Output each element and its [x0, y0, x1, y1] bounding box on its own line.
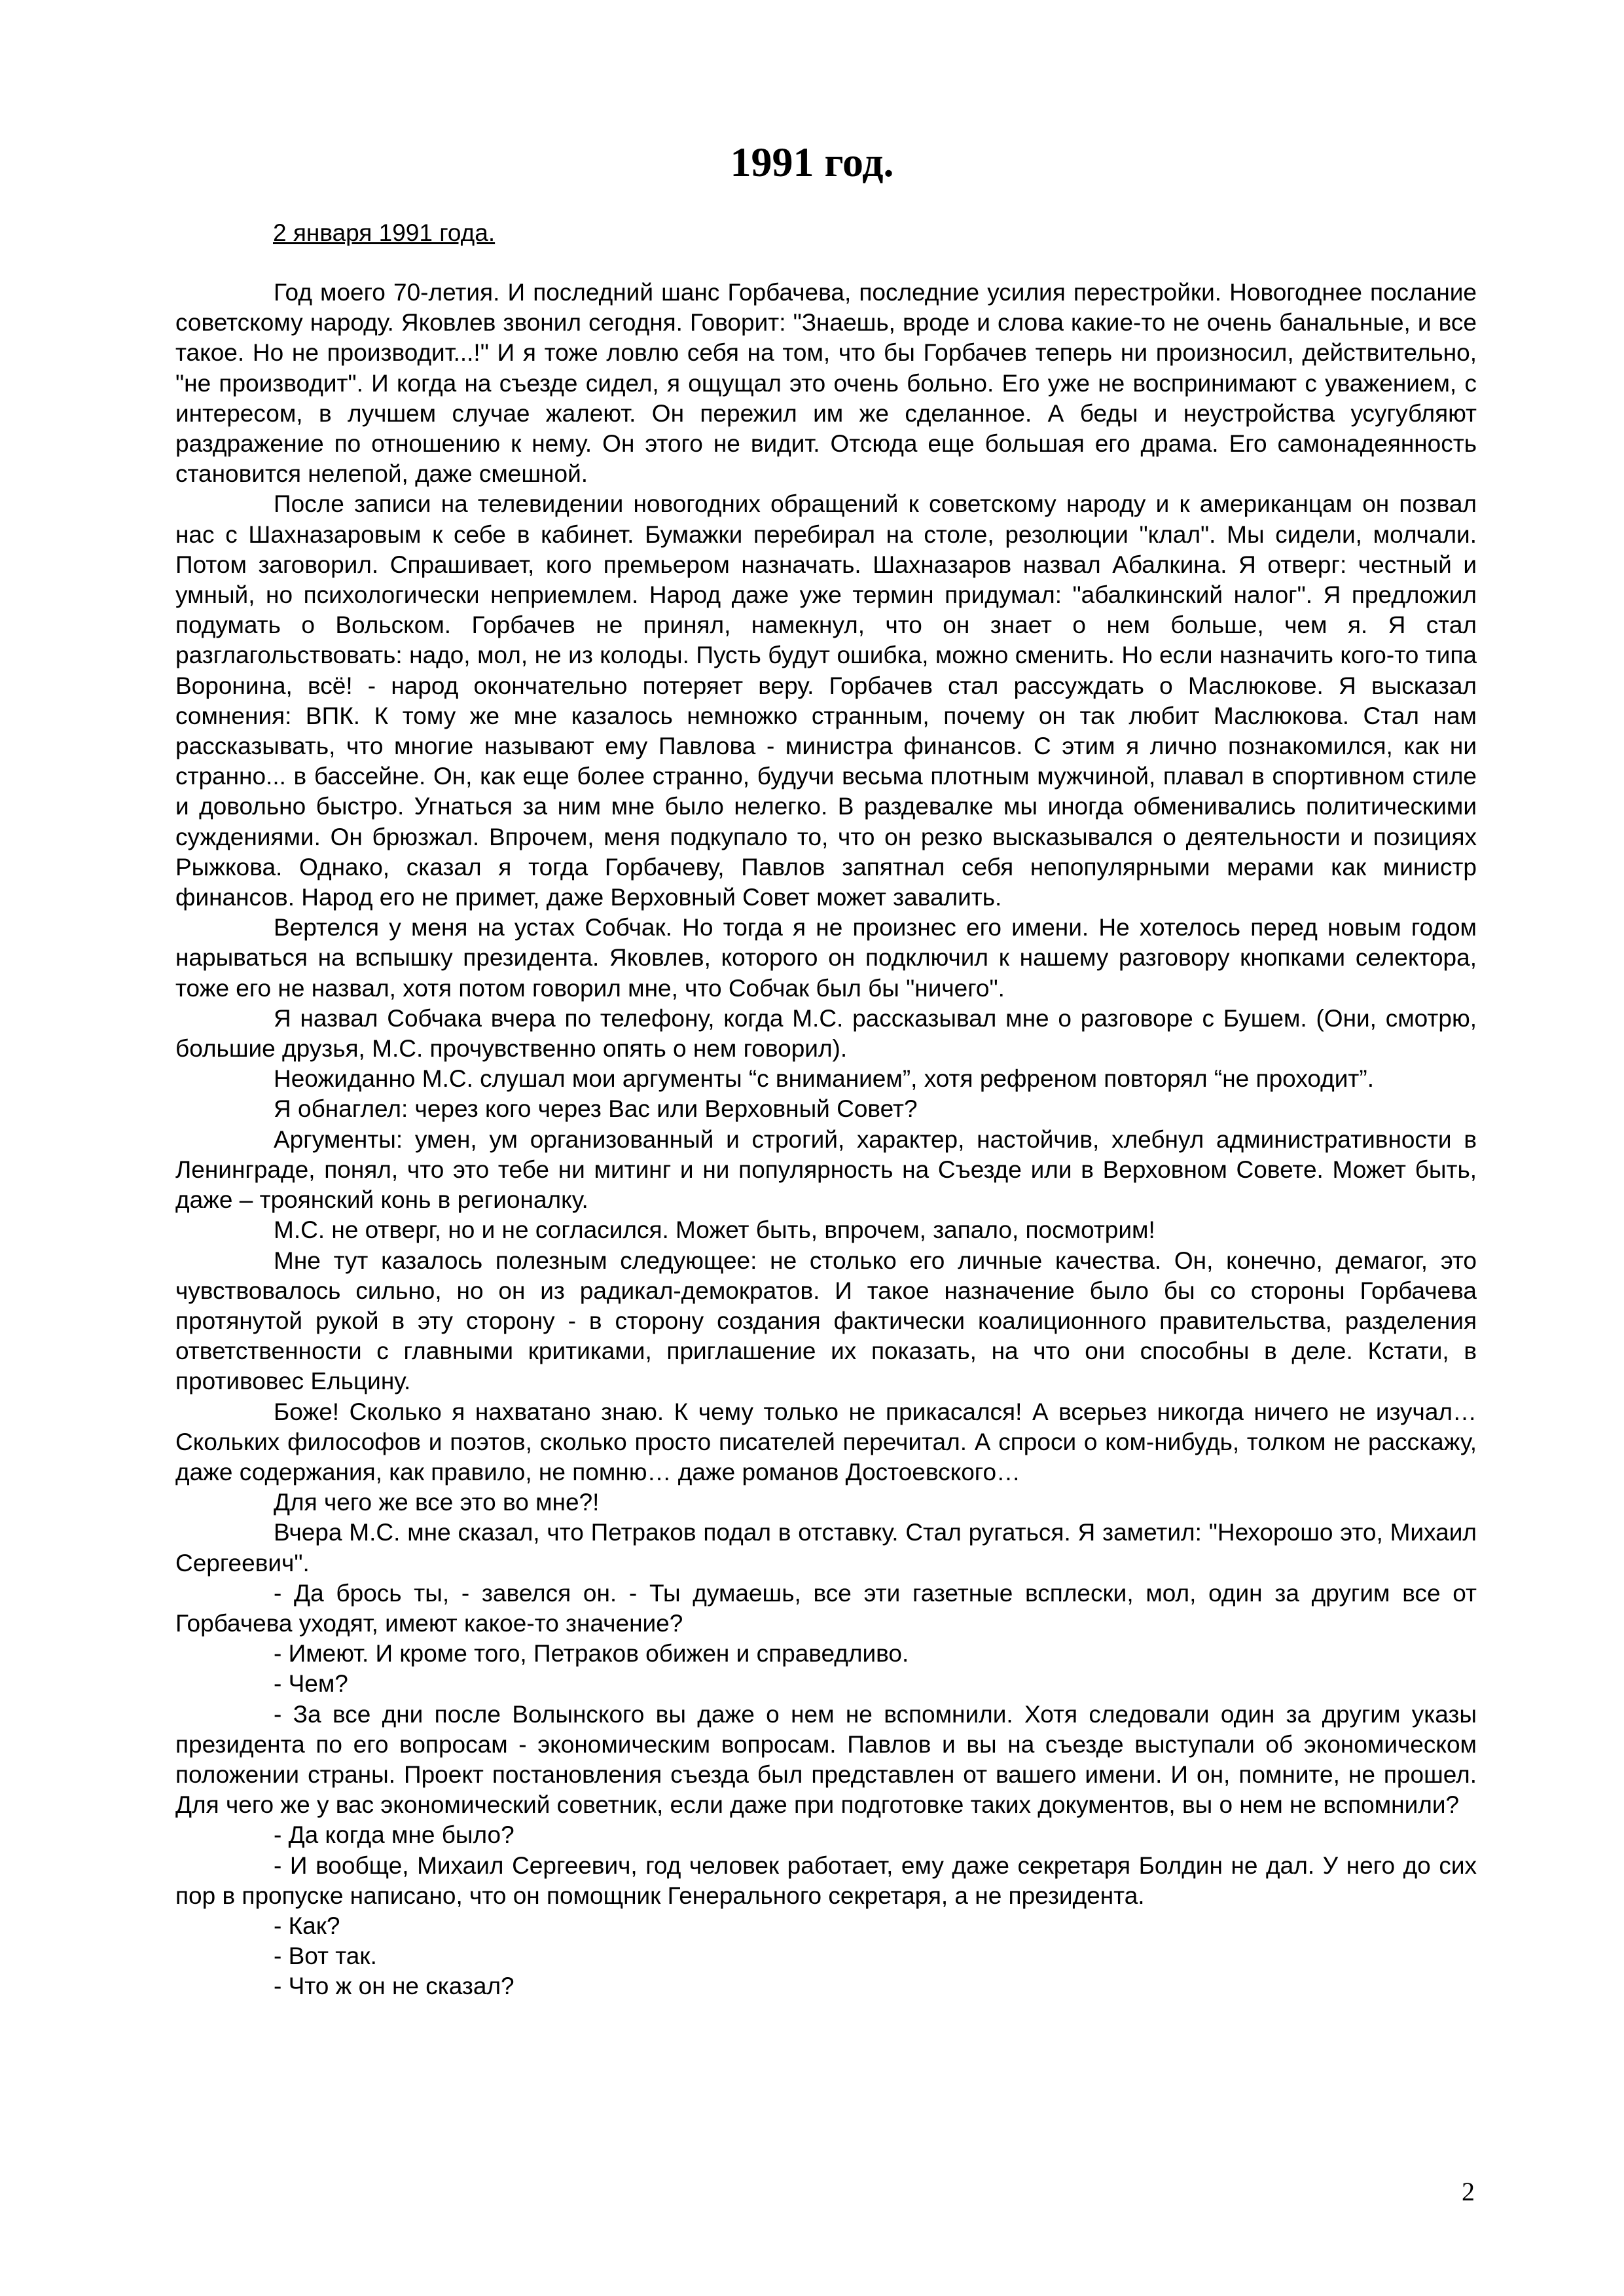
page-number: 2	[1462, 2177, 1475, 2206]
paragraph: М.С. не отверг, но и не согласился. Может быть, впрочем, запало, посмотрим!	[274, 1216, 1155, 1244]
paragraph: Аргументы: умен, ум организованный и строгий, характер, настойчив, хлебнул административности в Ленинграде, понял, что это тебе ни митинг и ни популярность на Съезде или в Верховном Совете. Может быть, даже – троянский конь в регионалку.	[175, 1125, 1477, 1214]
dialogue-line: - Что ж он не сказал?	[274, 1973, 514, 2000]
dialogue-line: - Как?	[274, 1912, 340, 1939]
paragraph: Для чего же все это во мне?!	[274, 1489, 600, 1516]
paragraph: Я назвал Собчака вчера по телефону, когда М.С. рассказывал мне о разговоре с Бушем. (Они, смотрю, большие друзья, М.С. прочувственно опять о нем говорил).	[175, 1004, 1477, 1063]
paragraph: Неожиданно М.С. слушал мои аргументы “с вниманием”, хотя рефреном повторял “не проходит”.	[274, 1065, 1374, 1093]
dialogue-line: - Вот так.	[274, 1942, 377, 1970]
body-text	[175, 278, 1477, 2002]
paragraph: Мне тут казалось полезным следующее: не столько его личные качества. Он, конечно, демагог, это чувствовалось сильно, но он из радикал-демократов. И такое назначение было бы со стороны Горбачева протянутой рукой в эту сторону - в сторону создания фактически коалиционного правительства, разделения ответственности с главными критиками, приглашение их показать, на что они способны в деле. Кстати, в противовес Ельцину.	[175, 1247, 1477, 1395]
paragraph: Вертелся у меня на устах Собчак. Но тогда я не произнес его имени. Не хотелось перед новым годом нарываться на вспышку президента. Яковлев, которого он подключил к нашему разговору кнопками селектора, тоже его не назвал, хотя потом говорил мне, что Собчак был бы "ничего".	[175, 914, 1477, 1002]
dialogue-line: - Имеют. И кроме того, Петраков обижен и справедливо.	[274, 1640, 909, 1667]
paragraph: Боже! Сколько я нахватано знаю. К чему только не прикасался! А всерьез никогда ничего не изучал… Скольких философов и поэтов, сколько просто писателей перечитал. А спроси о ком-нибудь, толком не расскажу, даже содержания, как правило, не помню… даже романов Достоевского…	[175, 1398, 1477, 1485]
paragraph: После записи на телевидении новогодних обращений к советскому народу и к американцам он позвал нас с Шахназаровым к себе в кабинет. Бумажки перебирал на столе, резолюции "клал". Мы сидели, молчали. Потом заговорил. Спрашивает, кого премьером назначать. Шахназаров назвал Абалкина. Я отверг: честный и умный, но психологически неприемлем. Народ даже уже термин придумал: "абалкинский налог". Я предложил подумать о Вольском. Горбачев не принял, намекнул, что он знает о нем больше, чем я. Я стал разглагольствовать: надо, мол, не из колоды. Пусть будут ошибка, можно сменить. Но если назначить кого-то типа Воронина, всё! - народ окончательно потеряет веру. Горбачев стал рассуждать о Маслюкове. Я высказал сомнения: ВПК. К тому же мне казалось немножко странным, почему он так любит Маслюкова. Стал нам рассказывать, что многие называют ему Павлова - министра финансов. С этим я лично познакомился, как ни странно... в бассейне. Он, как еще более странно, будучи весьма плотным мужчиной, плавал в спортивном стиле и довольно быстро. Угнаться за ним мне было нелегко. В раздевалке мы иногда обменивались политическими суждениями. Он брюзжал. Впрочем, меня подкупало то, что он резко высказывался о деятельности и позициях Рыжкова. Однако, сказал я тогда Горбачеву, Павлов запятнал себя непопулярными мерами как министр финансов. Народ его не примет, даже Верховный Совет может завалить.	[175, 490, 1477, 911]
dialogue-line: - Да брось ты, - завелся он. - Ты думаешь, все эти газетные всплески, мол, один за другим все от Горбачева уходят, имеют какое-то значение?	[175, 1579, 1477, 1637]
page-title: 1991 год.	[730, 139, 894, 185]
dialogue-line: - Чем?	[274, 1670, 348, 1698]
dialogue-line: - Да когда мне было?	[274, 1821, 514, 1849]
paragraph: Год моего 70-летия. И последний шанс Горбачева, последние усилия перестройки. Новогоднее послание советскому народу. Яковлев звонил сегодня. Говорит: "Знаешь, вроде и слова какие-то не очень банальные, и все такое. Но не производит...!" И я тоже ловлю себя на том, что бы Горбачев теперь ни произносил, действительно, "не производит". И когда на съезде сидел, я ощущал это очень больно. Его уже не воспринимают с уважением, с интересом, в лучшем случае жалеют. Он пережил им же сделанное. А беды и неустройства усугубляют раздражение по отношению к нему. Он этого не видит. Отсюда еще большая его драма. Его самонадеянность становится нелепой, даже смешной.	[175, 279, 1477, 488]
dialogue-line: - И вообще, Михаил Сергеевич, год человек работает, ему даже секретаря Болдин не дал. У него до сих пор в пропуске написано, что он помощник Генерального секретаря, а не президента.	[175, 1851, 1477, 1909]
dialogue-line: - За все дни после Волынского вы даже о нем не вспомнили. Хотя следовали один за другим указы президента по его вопросам - экономическим вопросам. Павлов и вы на съезде выступали об экономическом положении страны. Проект постановления съезда был представлен от вашего имени. И он, помните, не прошел. Для чего же у вас экономический советник, если даже при подготовке таких документов, вы о нем не вспомнили?	[175, 1700, 1477, 1819]
paragraph: Вчера М.С. мне сказал, что Петраков подал в отставку. Стал ругаться. Я заметил: "Нехорошо это, Михаил Сергеевич".	[175, 1519, 1477, 1576]
paragraph: Я обнаглел: через кого через Вас или Верховный Совет?	[274, 1095, 918, 1123]
date-heading: 2 января 1991 года.	[273, 219, 496, 246]
